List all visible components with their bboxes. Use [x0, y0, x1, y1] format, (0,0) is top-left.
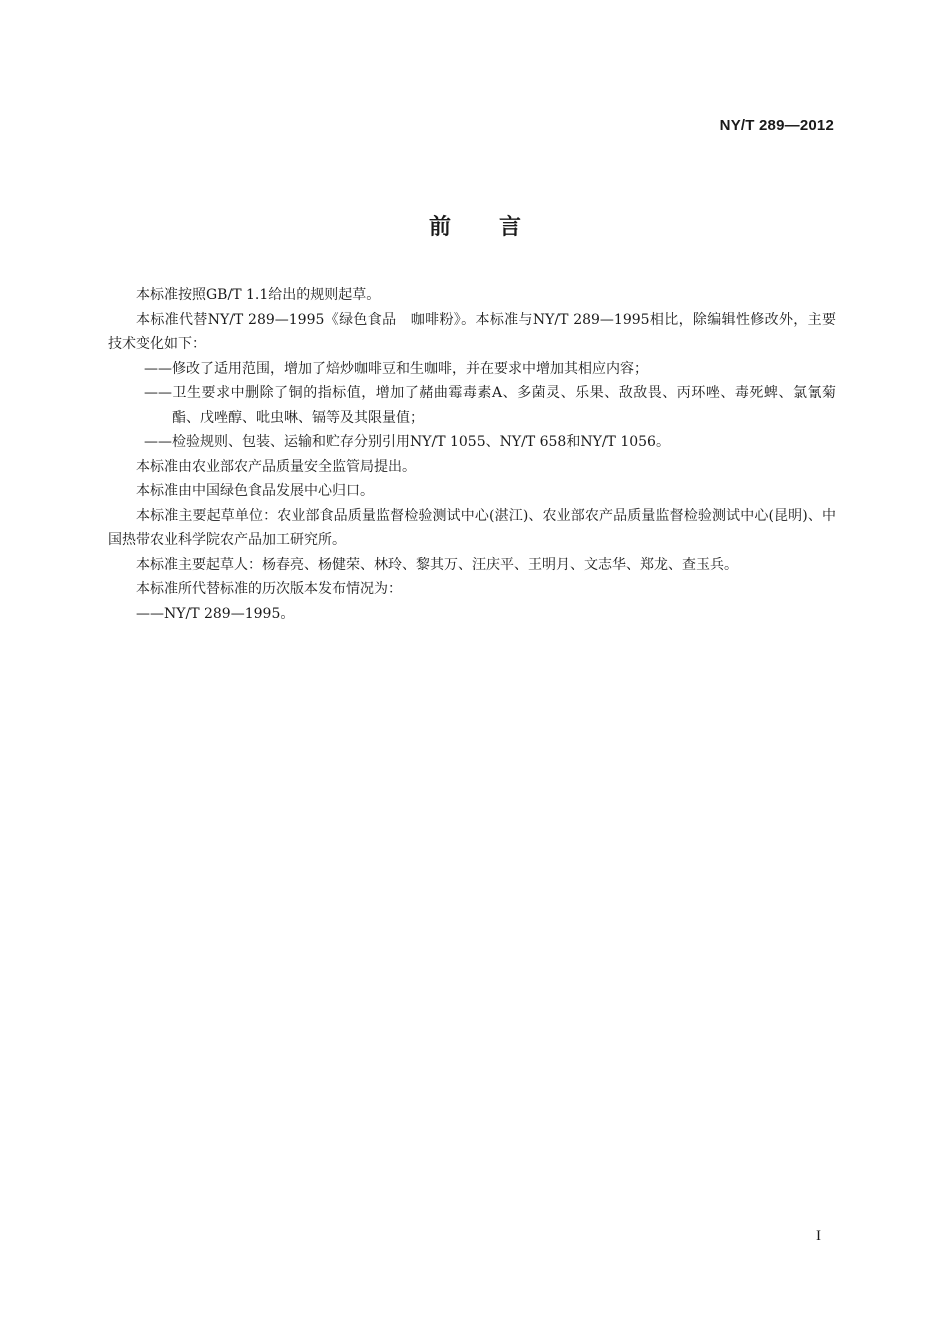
paragraph-administrator: 本标准由中国绿色食品发展中心归口。: [136, 483, 374, 499]
paragraph-history-item: ——NY/T 289—1995。: [136, 605, 295, 622]
paragraph-history-intro: 本标准所代替标准的历次版本发布情况为：: [136, 581, 402, 597]
standard-code: NY/T 289—2012: [719, 117, 834, 134]
foreword-body: [108, 283, 836, 626]
change-item-hygiene: ——卫生要求中删除了铜的指标值，增加了赭曲霉毒素A、多菌灵、乐果、敌敌畏、丙环唑、毒死蜱、氯氰菊酯、戊唑醇、吡虫啉、镉等及其限量值；: [144, 385, 836, 426]
paragraph-proposer: 本标准由农业部农产品质量安全监管局提出。: [136, 458, 416, 475]
page-title: 前言: [428, 215, 569, 240]
paragraph-drafters: 本标准主要起草人：杨春亮、杨健荣、林玲、黎其万、汪庆平、王明月、文志华、郑龙、查玉兵。: [136, 556, 738, 573]
change-item-scope: ——修改了适用范围，增加了焙炒咖啡豆和生咖啡，并在要求中增加其相应内容；: [144, 360, 648, 377]
page-number: I: [816, 1228, 821, 1244]
change-item-inspection: ——检验规则、包装、运输和贮存分别引用NY/T 1055、NY/T 658和NY/T 1056。: [144, 434, 670, 450]
paragraph-drafting-rule: 本标准按照GB/T 1.1给出的规则起草。: [136, 287, 381, 303]
paragraph-drafting-units: 本标准主要起草单位：农业部食品质量监督检验测试中心(湛江)、农业部农产品质量监督检验测试中心(昆明)、中国热带农业科学院农产品加工研究所。: [108, 507, 836, 548]
paragraph-replacement: 本标准代替NY/T 289—1995《绿色食品 咖啡粉》。本标准与NY/T 289—1995相比，除编辑性修改外，主要技术变化如下：: [108, 311, 836, 352]
